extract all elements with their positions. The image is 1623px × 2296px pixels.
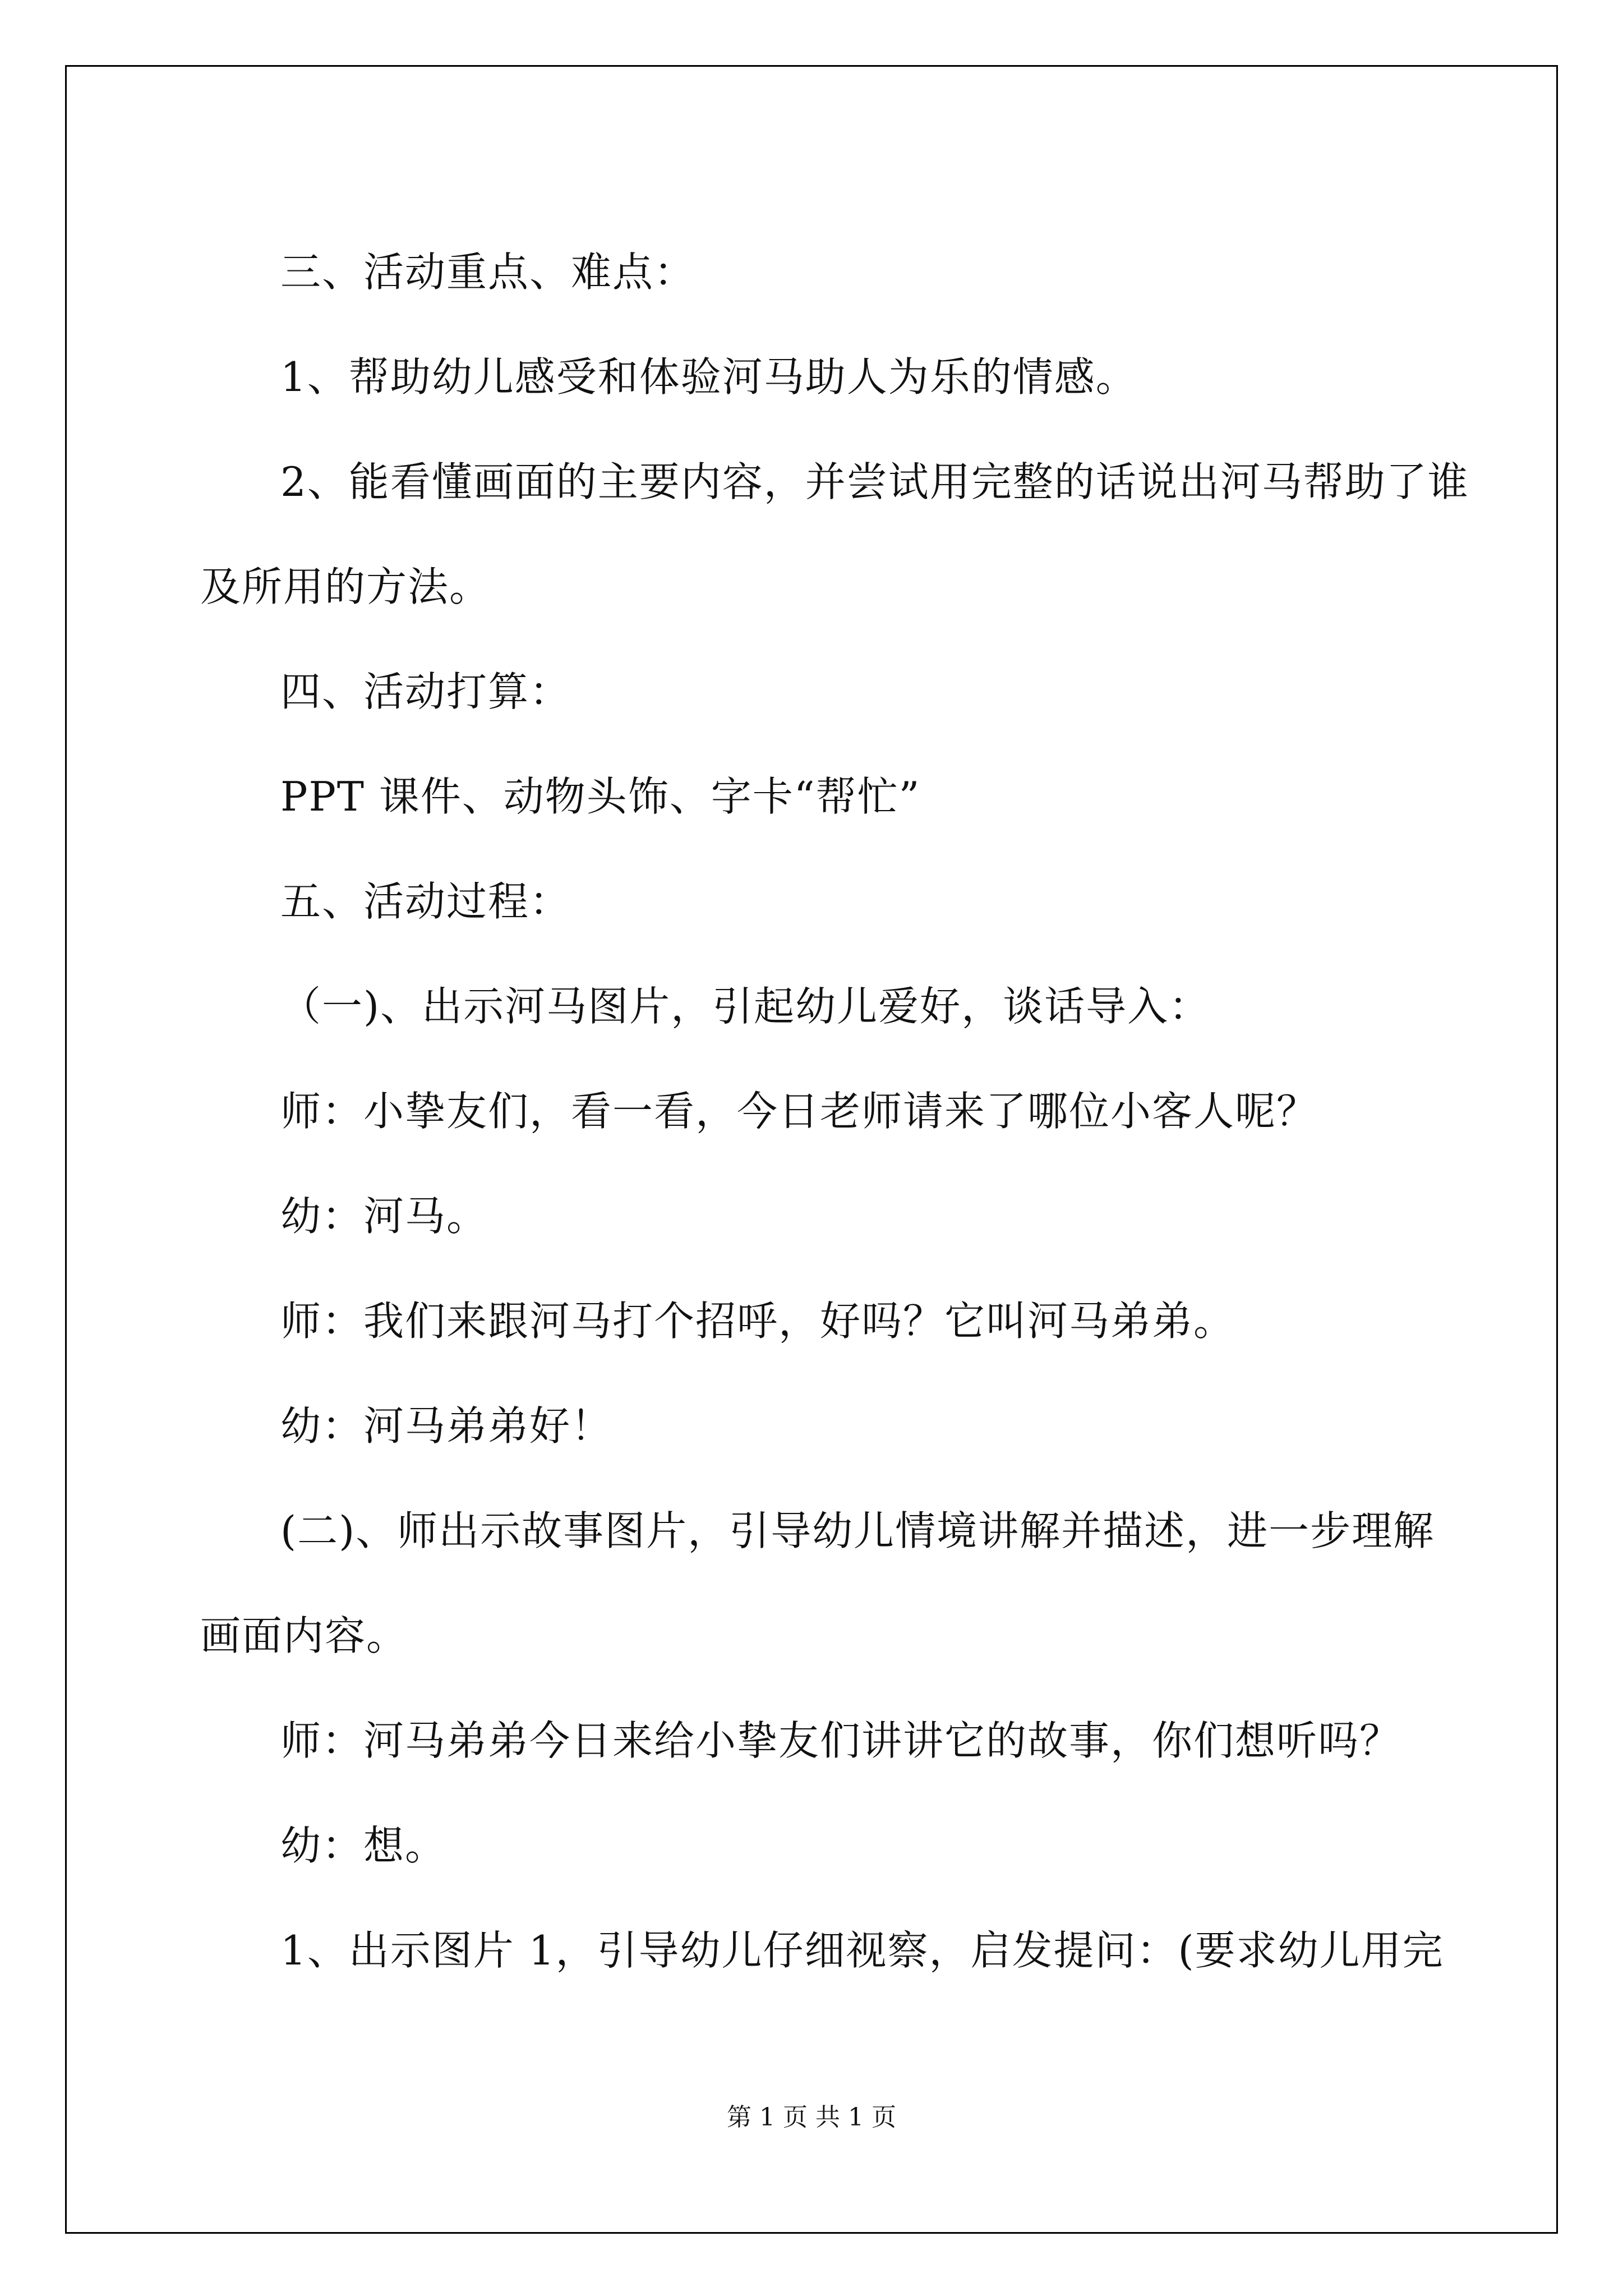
paragraph-dialogue-child-1: 幼：河马。	[280, 1193, 488, 1240]
paragraph-point-2: 2、能看懂画面的主要内容，并尝试用完整的话说出河马帮助了谁	[280, 458, 1469, 505]
paragraph-step-2-continued: 画面内容。	[200, 1612, 408, 1659]
paragraph-dialogue-child-3: 幼：想。	[280, 1822, 447, 1869]
page-footer: 第 1 页 共 1 页	[727, 2103, 896, 2132]
paragraph-heading-process: 五、活动过程：	[280, 878, 571, 925]
paragraph-materials: PPT 课件、动物头饰、字卡“帮忙”	[280, 773, 921, 820]
paragraph-dialogue-child-2: 幼：河马弟弟好！	[280, 1402, 613, 1450]
paragraph-point-2-continued: 及所用的方法。	[200, 563, 491, 610]
paragraph-step-1: （一)、出示河马图片，引起幼儿爱好，谈话导入：	[280, 983, 1211, 1030]
paragraph-dialogue-teacher-1: 师：小挚友们，看一看，今日老师请来了哪位小客人呢？	[280, 1088, 1318, 1135]
paragraph-heading-preparation: 四、活动打算：	[280, 668, 571, 715]
paragraph-heading-key-points: 三、活动重点、难点：	[280, 249, 696, 296]
paragraph-point-1: 1、帮助幼儿感受和体验河马助人为乐的情感。	[280, 353, 1137, 401]
paragraph-dialogue-teacher-2: 师：我们来跟河马打个招呼，好吗？它叫河马弟弟。	[280, 1297, 1235, 1345]
document-body	[200, 220, 1469, 2003]
paragraph-picture-1: 1、出示图片 1，引导幼儿仔细视察，启发提问：(要求幼儿用完	[280, 1927, 1444, 1974]
paragraph-step-2: (二)、师出示故事图片，引导幼儿情境讲解并描述，进一步理解	[280, 1507, 1435, 1554]
paragraph-dialogue-teacher-3: 师：河马弟弟今日来给小挚友们讲讲它的故事，你们想听吗？	[280, 1717, 1401, 1764]
